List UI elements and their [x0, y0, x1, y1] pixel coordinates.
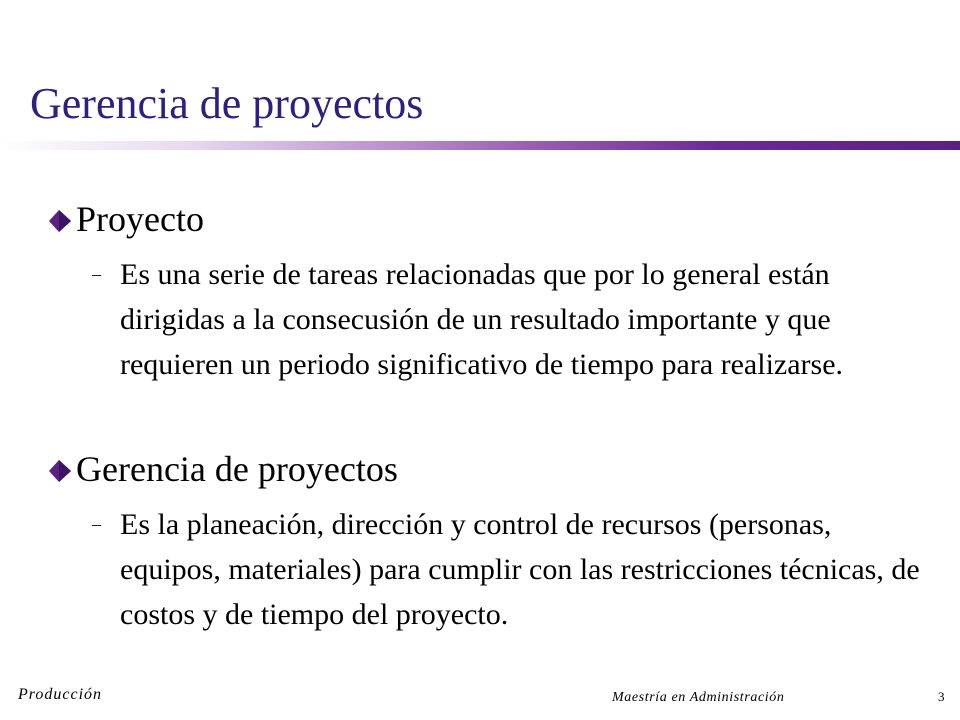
bullet-heading: Gerencia de proyectos	[76, 449, 398, 489]
title-divider	[0, 141, 960, 150]
footer-course: Producción	[18, 686, 103, 703]
diamond-bullet-icon	[46, 206, 74, 236]
dash-marker: –	[92, 514, 101, 534]
dash-marker: –	[92, 264, 101, 284]
bullet-heading: Proyecto	[76, 199, 204, 239]
sub-item-text: Es la planeación, dirección y control de recursos (personas, equipos, materiales) para cumplir con las restricciones técnicas, de costos y de tiempo del proyecto.	[120, 508, 920, 631]
slide-title: Gerencia de proyectos	[30, 79, 424, 128]
slide-number: 3	[938, 689, 945, 704]
footer-program: Maestría en Administración	[612, 690, 785, 705]
sub-item-text: Es una serie de tareas relacionadas que por lo general están dirigidas a la consecusión de un resultado importante y que requieren un periodo significativo de tiempo para realizarse.	[120, 258, 844, 381]
diamond-bullet-icon	[46, 456, 74, 486]
